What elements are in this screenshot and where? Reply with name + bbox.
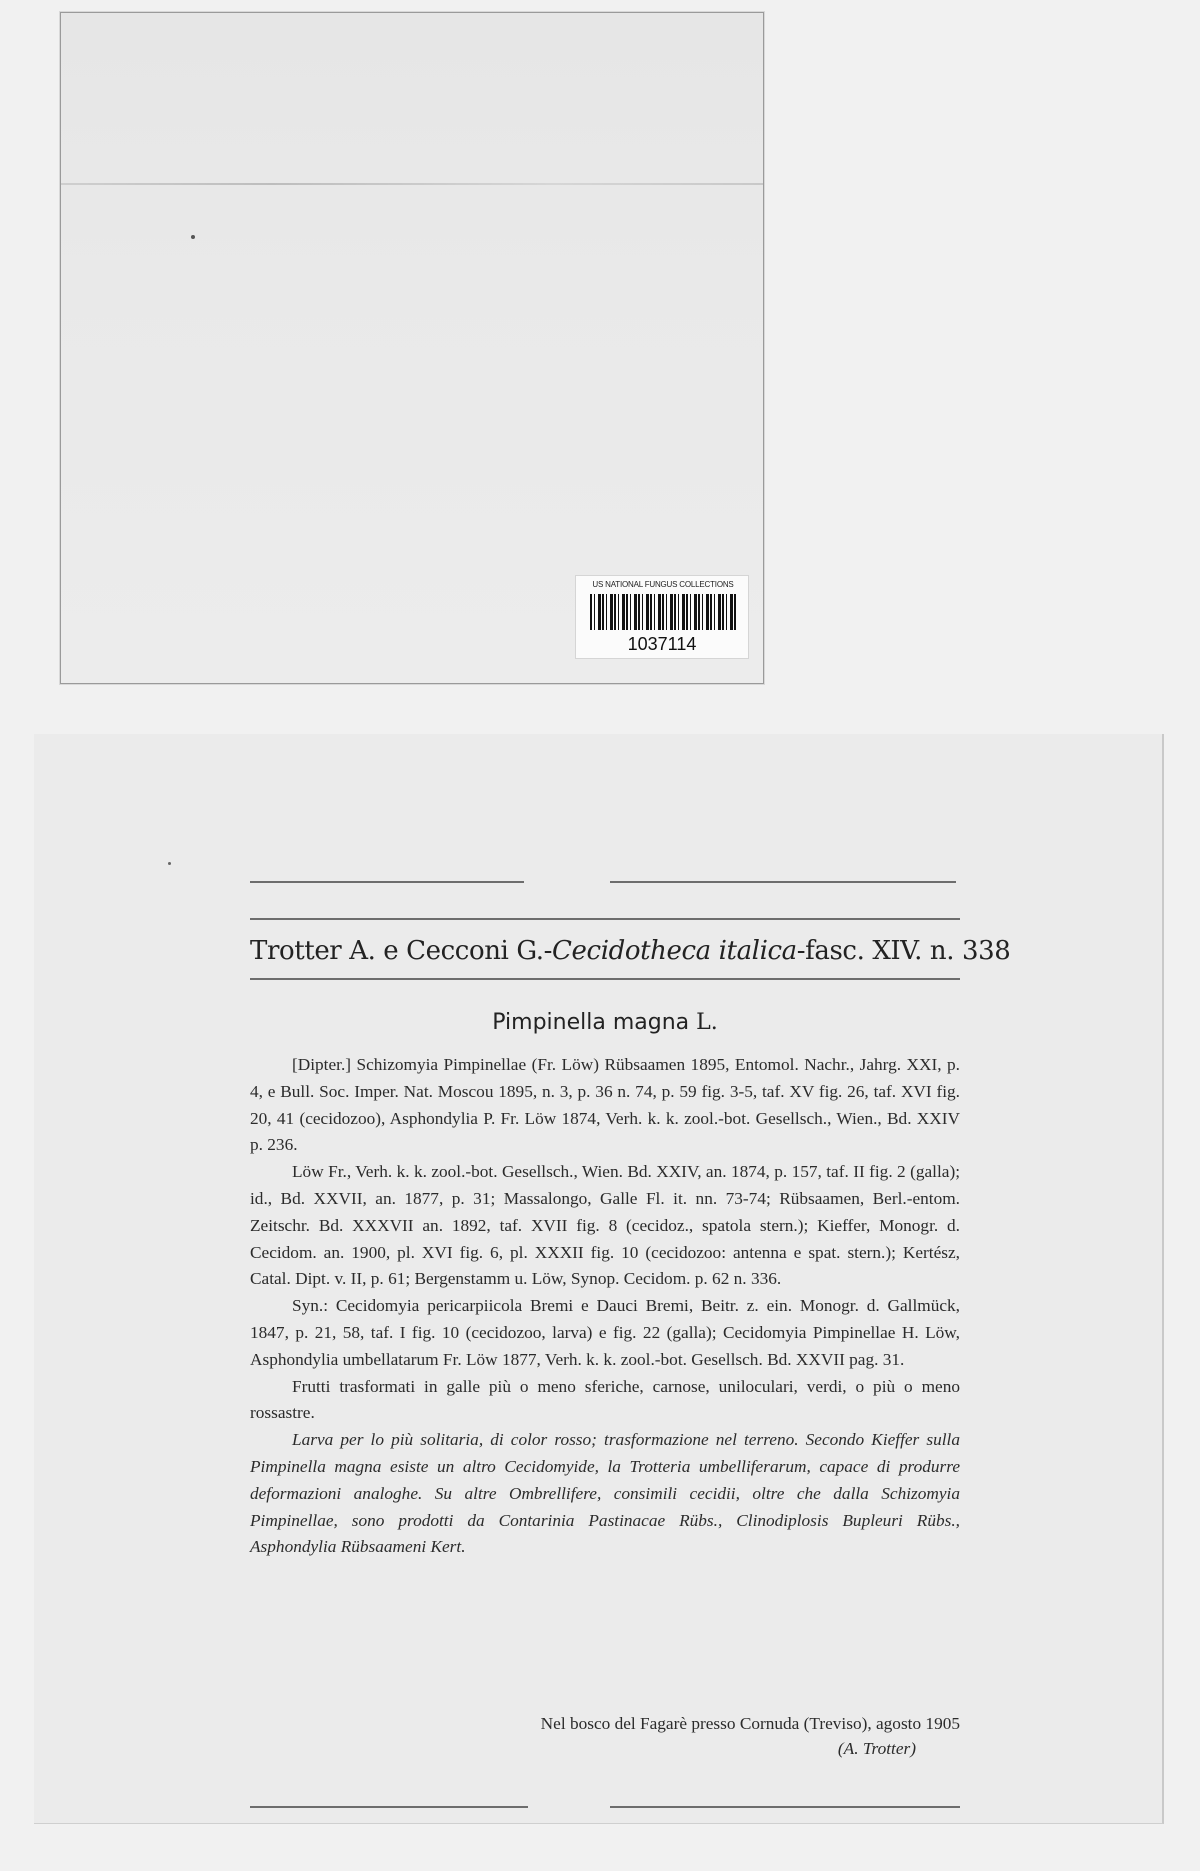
barcode-label: [575, 575, 749, 659]
header-rule-top: [250, 918, 960, 920]
bottom-rule-left: [250, 1806, 528, 1808]
barcode-number: 1037114: [627, 634, 697, 654]
label-body: [250, 1052, 960, 1561]
header-title: Cecidotheca italica: [552, 936, 797, 966]
paragraph-citation: [Dipter.] Schizomyia Pimpinellae (Fr. Löw) Rübsaamen 1895, Entomol. Nachr., Jahrg. XXI, p. 4, e Bull. Soc. Imper. Nat. Moscou 1895, n. 3, p. 36 n. 74, p. 59 fig. 3-5, taf. XV fig. 26, taf. XVI fig. 20, 41 (cecidozoo), Asphondylia P. Fr. Löw 1874, Verh. k. k. zool.-bot. Gesellsch., Wien., Bd. XXIV p. 236.: [250, 1055, 960, 1155]
paragraph-synonyms: Syn.: Cecidomyia pericarpiicola Bremi e Dauci Bremi, Beitr. z. ein. Monogr. d. Gallmück, 1847, p. 21, 58, taf. I fig. 10 (cecidozoo, larva) e fig. 22 (galla); Cecidomyia Pimpinellae H. Löw, Asphondylia umbellatarum Fr. Löw 1877, Verh. k. k. zool.-bot. Gesellsch. Bd. XXVII pag. 31.: [250, 1296, 960, 1369]
packet-fold-line: [61, 183, 763, 185]
specimen-packet: [60, 12, 764, 684]
header-fascicle: -fasc. XIV. n. 338: [796, 936, 1011, 966]
species-heading: [250, 1010, 960, 1035]
sheet-speck: [168, 862, 171, 865]
locality-line: Nel bosco del Fagarè presso Cornuda (Treviso), agosto 1905: [540, 1714, 960, 1733]
header-rule-bottom: [250, 978, 960, 980]
top-rule-left: [250, 881, 524, 883]
top-rule-right: [610, 881, 956, 883]
label-header: [250, 936, 1011, 966]
packet-speck: [191, 235, 195, 239]
paragraph-notes: Larva per lo più solitaria, di color rosso; trasformazione nel terreno. Secondo Kieffer sulla Pimpinella magna esiste un altro Cecidomyide, la Trotteria umbelliferarum, capace di produrre deformazioni analoghe. Su altre Ombrellifere, consimili cecidii, oltre che dalla Schizomyia Pimpinellae, sono prodotti da Contarinia Pastinacae Rübs., Clinodiplosis Bupleuri Rübs., Asphondylia Rübsaameni Kert.: [250, 1430, 960, 1557]
paragraph-references: Löw Fr., Verh. k. k. zool.-bot. Gesellsch., Wien. Bd. XXIV, an. 1874, p. 157, taf. II fig. 2 (galla); id., Bd. XXVII, an. 1877, p. 31; Massalongo, Galle Fl. it. nn. 73-74; Rübsaamen, Berl.-entom. Zeitschr. Bd. XXXVII an. 1892, taf. XVII fig. 8 (cecidoz., spatola stern.); Kieffer, Monogr. d. Cecidom. an. 1900, pl. XVI fig. 6, pl. XXXII fig. 10 (cecidozoo: antenna e spat. stern.); Kertész, Catal. Dipt. v. II, p. 61; Bergenstamm u. Löw, Synop. Cecidom. p. 62 n. 336.: [250, 1162, 960, 1289]
barcode-image: [590, 594, 736, 630]
bottom-rule-right: [610, 1806, 960, 1808]
barcode-organization: US NATIONAL FUNGUS COLLECTIONS: [592, 580, 734, 589]
collector-line: (A. Trotter): [837, 1739, 916, 1758]
paragraph-description: Frutti trasformati in galle più o meno sferiche, carnose, uniloculari, verdi, o più o meno rossastre.: [250, 1376, 960, 1423]
species-name: Pimpinella magna: [492, 1010, 690, 1035]
header-authors: Trotter A. e Cecconi G.-: [250, 936, 553, 966]
species-author: L.: [696, 1010, 718, 1035]
